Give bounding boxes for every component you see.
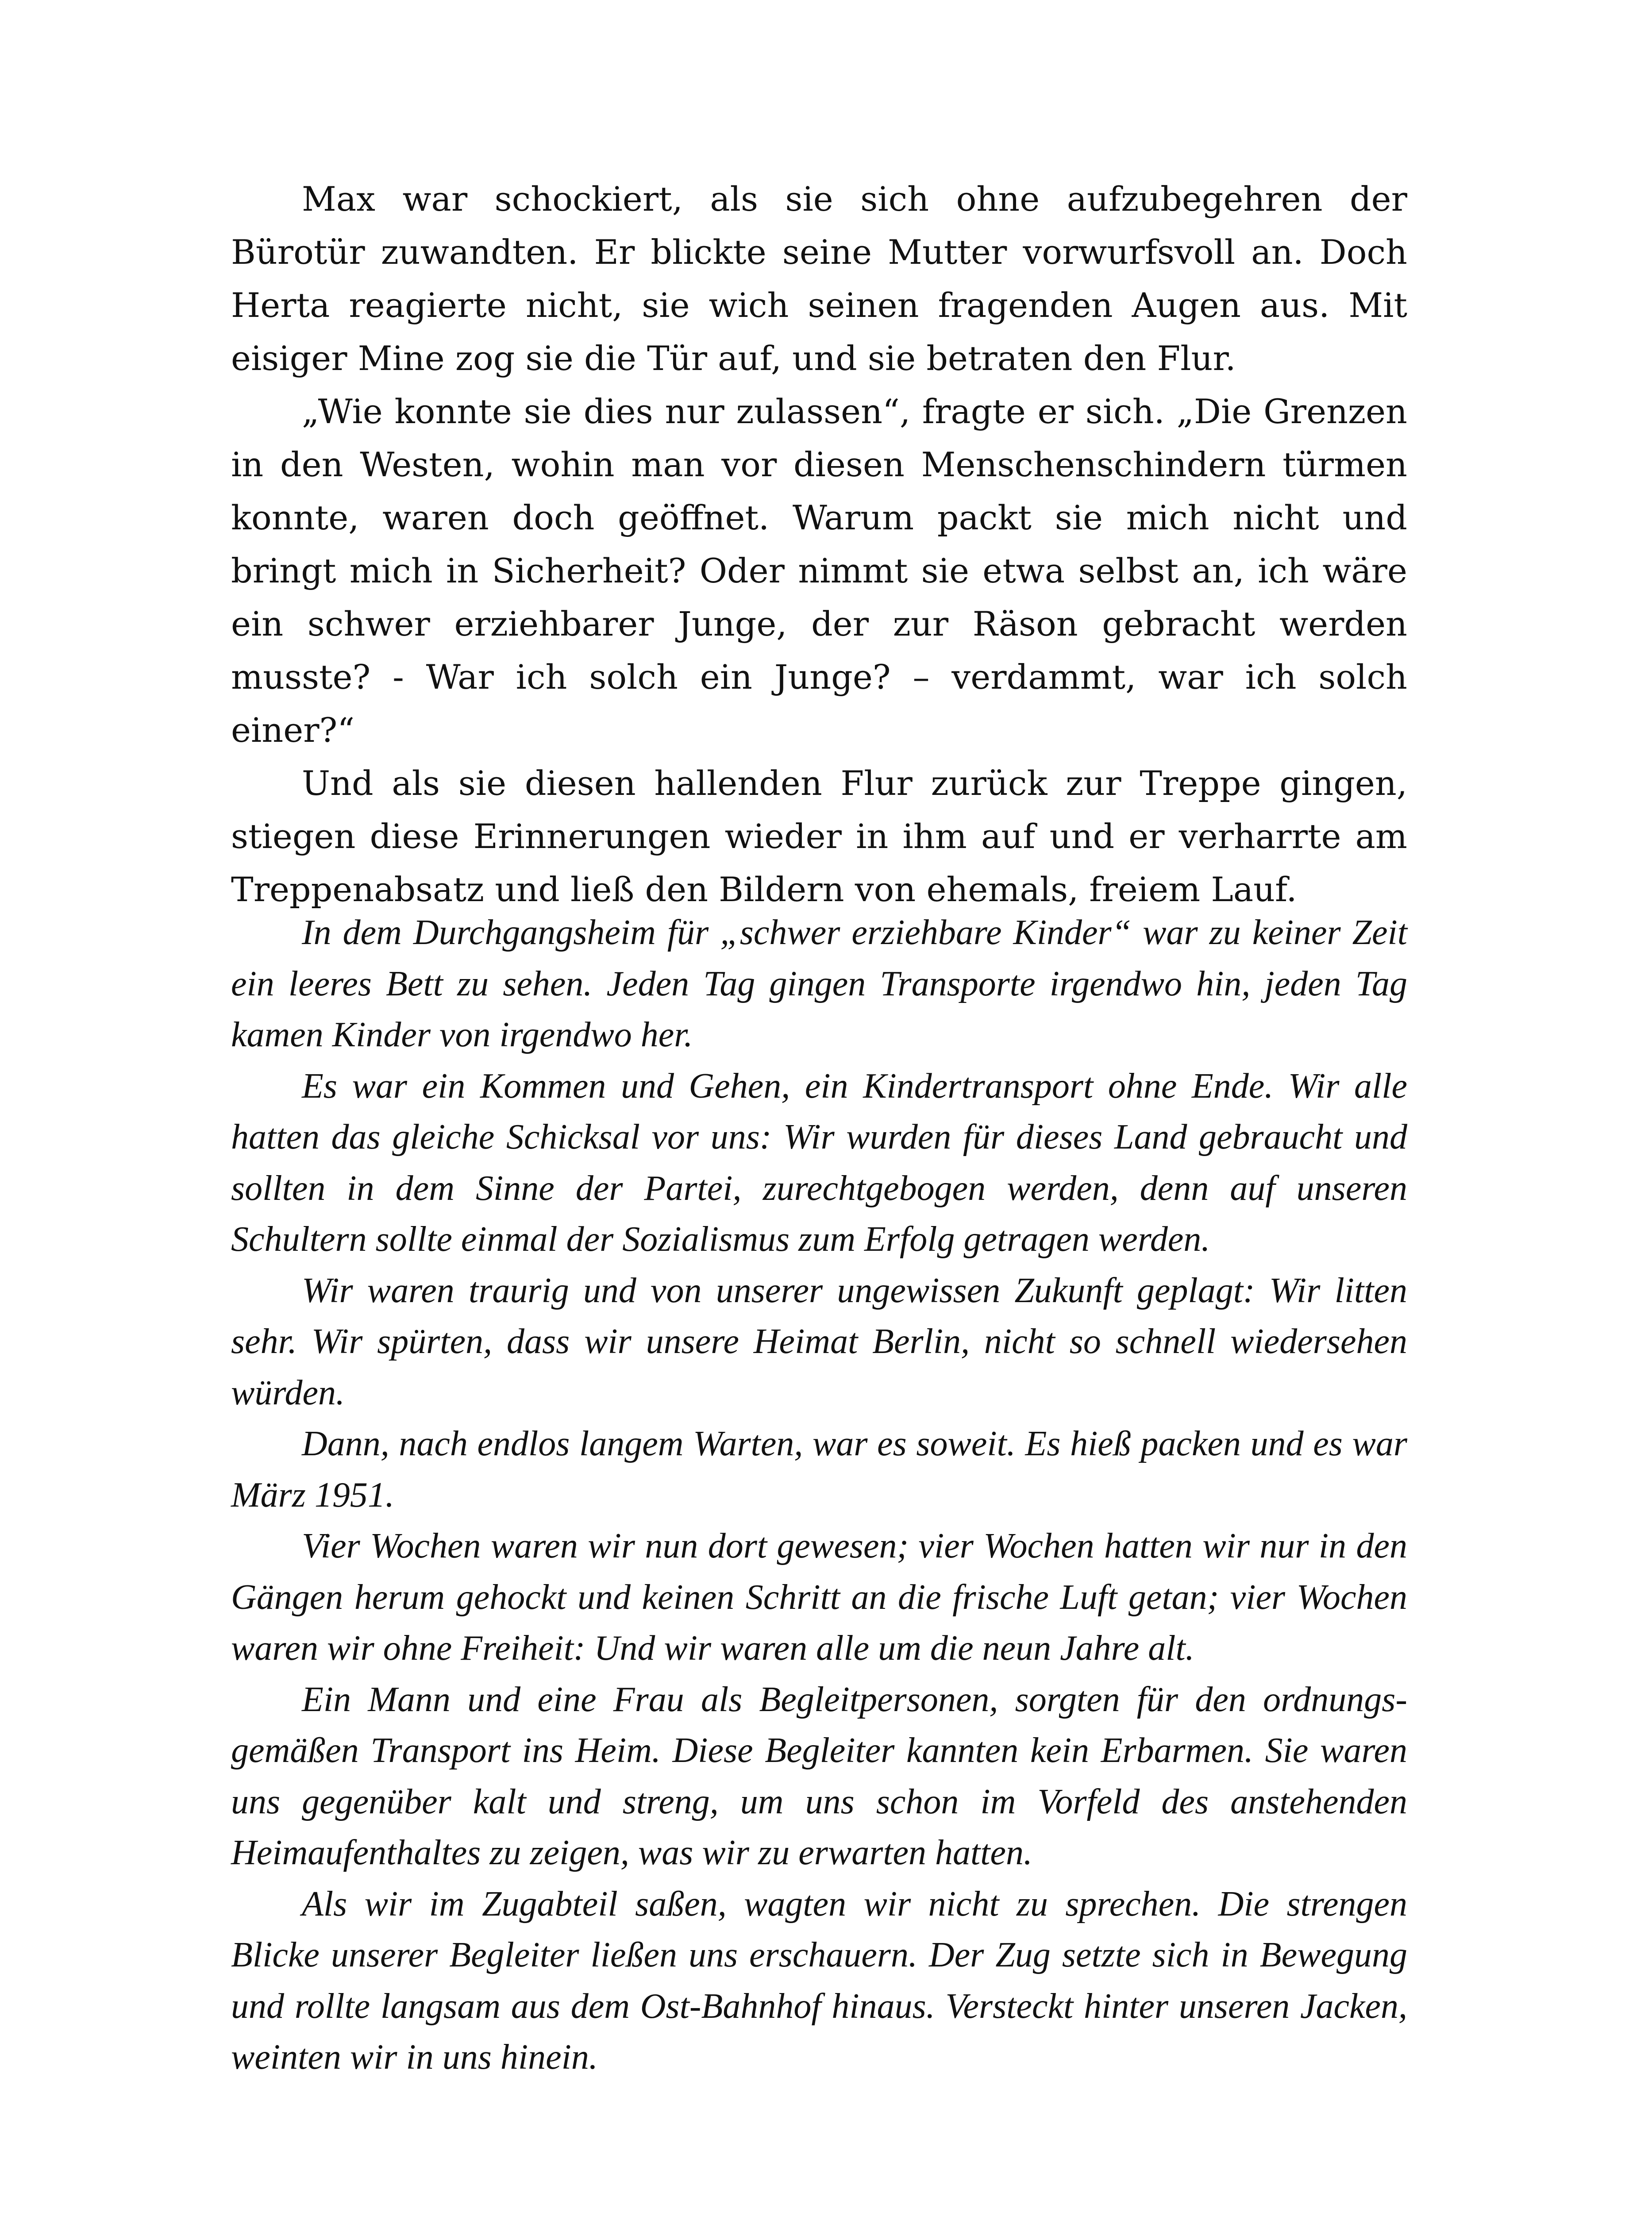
paragraph: Max war schockiert, als sie sich ohne aufzubegehren der Bürotür zuwandten. Er blickte seine Mutter vorwurfsvoll an. Doch Herta reagierte nicht, sie wich seinen fragenden Augen aus. Mit eisiger Mine zog sie die Tür auf, und sie betraten den Flur. bbox=[231, 179, 1407, 378]
italic-paragraph: In dem Durchgangsheim für „schwer erziehbare Kinder“ war zu keiner Zeit ein leeres Bett zu sehen. Jeden Tag gingen Transporte irgendwo hin, jeden Tag kamen Kinder von irgendwo her. bbox=[231, 913, 1407, 1054]
italic-paragraph: Wir waren traurig und von unserer ungewissen Zukunft geplagt: Wir litten sehr. Wir spürten, dass wir unsere Heimat Berlin, nicht so schnell wiedersehen würden. bbox=[231, 1271, 1407, 1412]
paragraph: Und als sie diesen hallenden Flur zurück zur Treppe gingen, stiegen diese Erinnerungen wieder in ihm auf und er verharrte am Treppenabsatz und ließ den Bildern von ehemals, freiem Lauf. bbox=[231, 763, 1407, 909]
italic-paragraph: Vier Wochen waren wir nun dort gewesen; vier Wochen hatten wir nur in den Gängen herum gehockt und keinen Schritt an die frische Luft getan; vier Wochen waren wir ohne Freiheit: Und wir waren alle um die neun Jahre alt. bbox=[231, 1527, 1407, 1668]
paragraph: „Wie konnte sie dies nur zulassen“, fragte er sich. „Die Grenzen in den Westen, wohin man vor diesen Menschenschindern türmen konnte, waren doch geöffnet. Warum packt sie mich nicht und bringt mich in Sicherheit? Oder nimmt sie etwa selbst an, ich wäre ein schwer erziehbarer Junge, der zur Räson gebracht werden musste? - War ich solch ein Junge? – verdammt, war ich solch einer?“ bbox=[231, 392, 1407, 750]
italic-paragraph: Dann, nach endlos langem Warten, war es soweit. Es hieß packen und es war März 1951. bbox=[231, 1424, 1407, 1515]
italic-paragraph: Ein Mann und eine Frau als Begleitpersonen, sorgten für den ordnungsgemäßen Transport ins Heim. Diese Begleiter kannten kein Erbarmen. Sie waren uns gegenüber kalt und streng, um uns schon im Vorfeld des anstehenden Heimaufenthaltes zu zeigen, was wir zu erwarten hatten. bbox=[231, 1680, 1407, 1872]
narrative-section bbox=[231, 173, 1407, 916]
italic-paragraph: Es war ein Kommen und Gehen, ein Kindertransport ohne Ende. Wir alle hatten das gleiche Schicksal vor uns: Wir wurden für dieses Land gebraucht und sollten in dem Sinne der Partei, zurechtgebogen werden, denn auf unseren Schultern sollte einmal der Sozialismus zum Erfolg getragen werden. bbox=[231, 1066, 1407, 1259]
italic-paragraph: Als wir im Zugabteil saßen, wagten wir nicht zu sprechen. Die strengen Blicke unserer Begleiter ließen uns erschauern. Der Zug setzte sich in Bewegung und rollte langsam aus dem Ost-Bahnhof hinaus. Versteckt hinter unseren Jacken, weinten wir in uns hinein. bbox=[231, 1884, 1407, 2077]
flashback-section bbox=[231, 907, 1407, 2083]
